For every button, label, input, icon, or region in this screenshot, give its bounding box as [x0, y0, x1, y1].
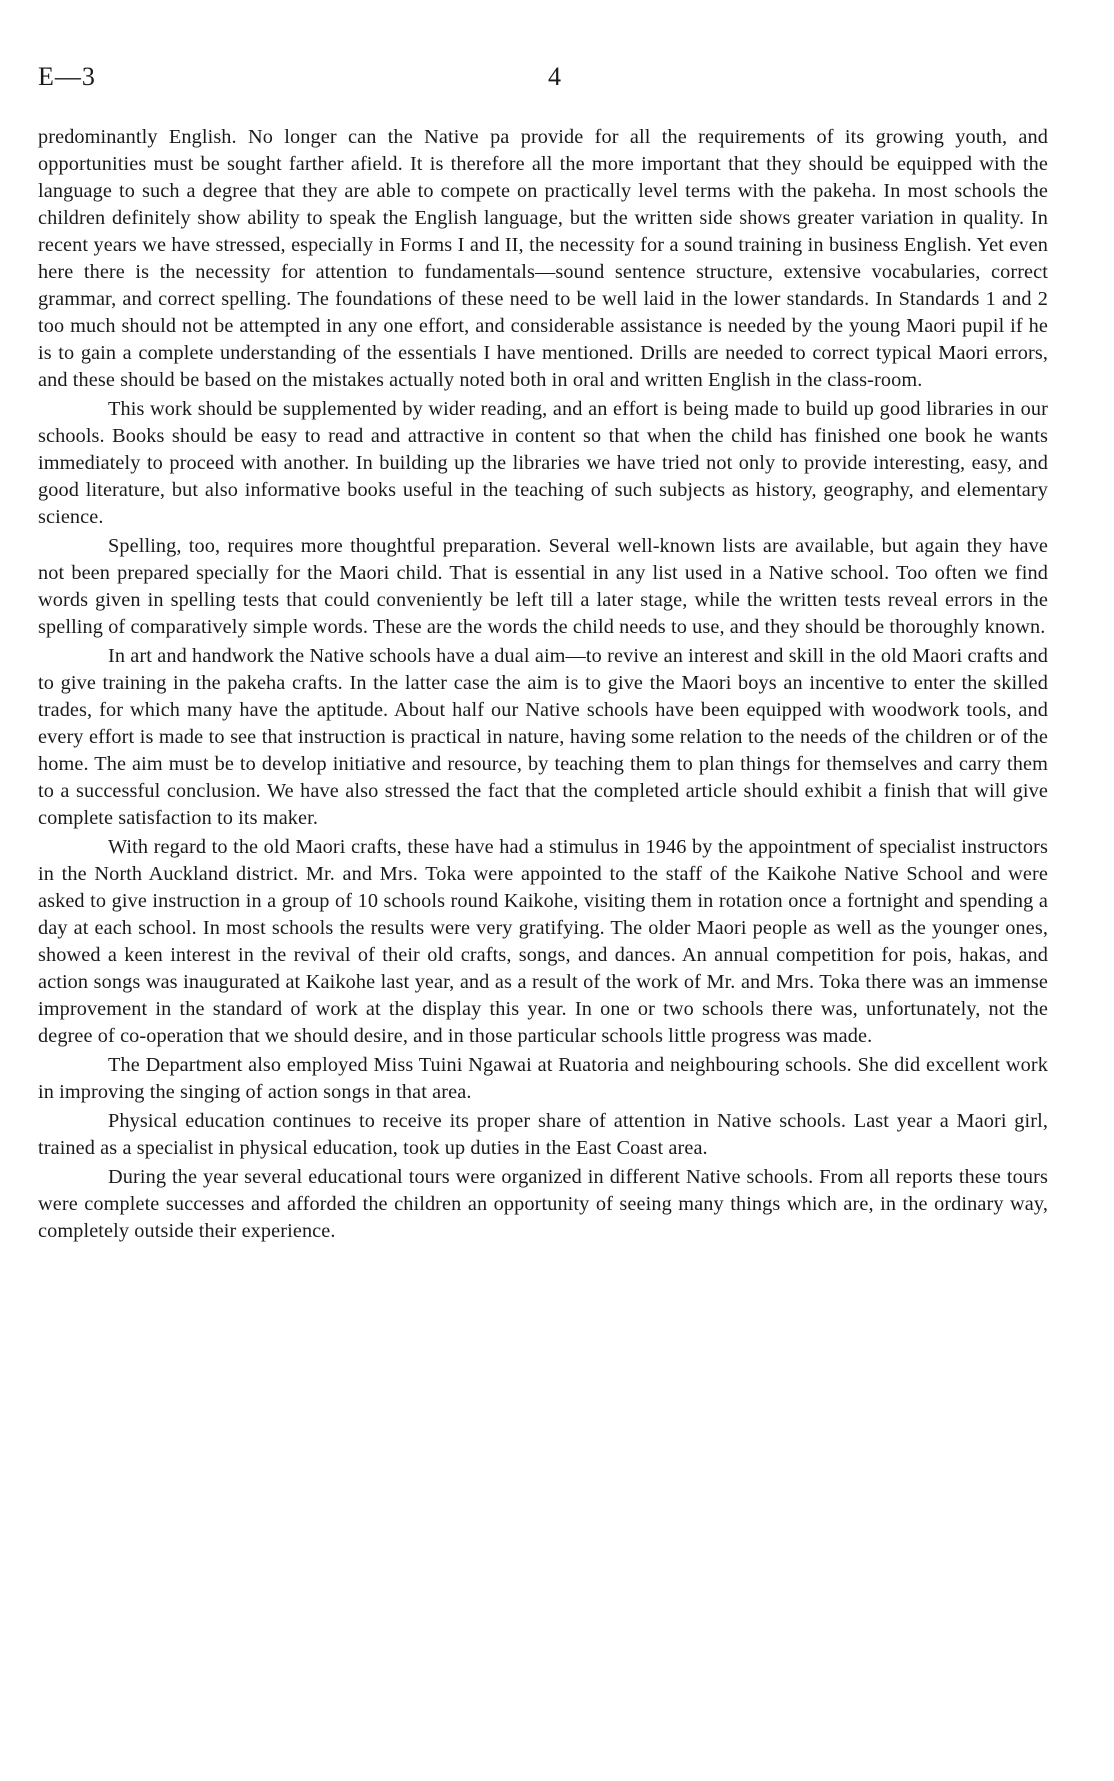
- paragraph-educational-tours: During the year several educational tours were organized in different Native schools. From all reports these tours were complete successes and afforded the children an opportunity of seeing many things which are, in the ordinary way, completely outside their experience.: [38, 1166, 1048, 1242]
- body-text: [38, 124, 1048, 1247]
- page-number: 4: [548, 62, 561, 91]
- document-reference: E—3: [38, 62, 96, 91]
- paragraph-english-language: predominantly English. No longer can the Native pa provide for all the requirements of its growing youth, and opportunities must be sought farther afield. It is therefore all the more important that they should be equipped with the language to such a degree that they are able to compete on practically level terms with the pakeha. In most schools the children definitely show ability to speak the English language, but the written side shows greater variation in quality. In recent years we have stressed, especially in Forms I and II, the necessity for a sound training in business English. Yet even here there is the necessity for attention to fundamentals—sound sentence structure, extensive vocabularies, correct grammar, and correct spelling. The foundations of these need to be well laid in the lower standards. In Standards 1 and 2 too much should not be attempted in any one effort, and considerable assistance is needed by the young Maori pupil if he is to gain a complete understanding of the essentials I have mentioned. Drills are needed to correct typical Maori errors, and these should be based on the mistakes actually noted both in oral and written English in the class-room.: [38, 126, 1048, 391]
- page-header: [38, 62, 1048, 102]
- paragraph-department-employment: The Department also employed Miss Tuini Ngawai at Ruatoria and neighbouring schools. She did excellent work in improving the singing of action songs in that area.: [38, 1054, 1048, 1103]
- paragraph-art-handwork: In art and handwork the Native schools have a dual aim—to revive an interest and skill in the old Maori crafts and to give training in the pakeha crafts. In the latter case the aim is to give the Maori boys an incentive to enter the skilled trades, for which many have the aptitude. About half our Native schools have been equipped with woodwork tools, and every effort is made to see that instruction is practical in nature, having some relation to the needs of the children or of the home. The aim must be to develop initiative and resource, by teaching them to plan things for themselves and carry them to a successful conclusion. We have also stressed the fact that the completed article should exhibit a finish that will give complete satisfaction to its maker.: [38, 645, 1048, 829]
- paragraph-physical-education: Physical education continues to receive its proper share of attention in Native schools. Last year a Maori girl, trained as a specialist in physical education, took up duties in the East Coast area.: [38, 1110, 1048, 1159]
- paragraph-maori-crafts: With regard to the old Maori crafts, these have had a stimulus in 1946 by the appointment of specialist instructors in the North Auckland district. Mr. and Mrs. Toka were appointed to the staff of the Kaikohe Native School and were asked to give instruction in a group of 10 schools round Kaikohe, visiting them in rotation once a fortnight and spending a day at each school. In most schools the results were very gratifying. The older Maori people as well as the younger ones, showed a keen interest in the revival of their old crafts, songs, and dances. An annual competition for pois, hakas, and action songs was inaugurated at Kaikohe last year, and as a result of the work of Mr. and Mrs. Toka there was an immense improvement in the standard of work at the display this year. In one or two schools there was, unfortunately, not the degree of co-operation that we should desire, and in those particular schools little progress was made.: [38, 836, 1048, 1047]
- paragraph-wider-reading: This work should be supplemented by wider reading, and an effort is being made to build up good libraries in our schools. Books should be easy to read and attractive in content so that when the child has finished one book he wants immediately to proceed with another. In building up the libraries we have tried not only to provide interesting, easy, and good literature, but also informative books useful in the teaching of such subjects as history, geography, and elementary science.: [38, 398, 1048, 528]
- paragraph-spelling: Spelling, too, requires more thoughtful preparation. Several well-known lists are available, but again they have not been prepared specially for the Maori child. That is essential in any list used in a Native school. Too often we find words given in spelling tests that could conveniently be left till a later stage, while the written tests reveal errors in the spelling of comparatively simple words. These are the words the child needs to use, and they should be thoroughly known.: [38, 535, 1048, 638]
